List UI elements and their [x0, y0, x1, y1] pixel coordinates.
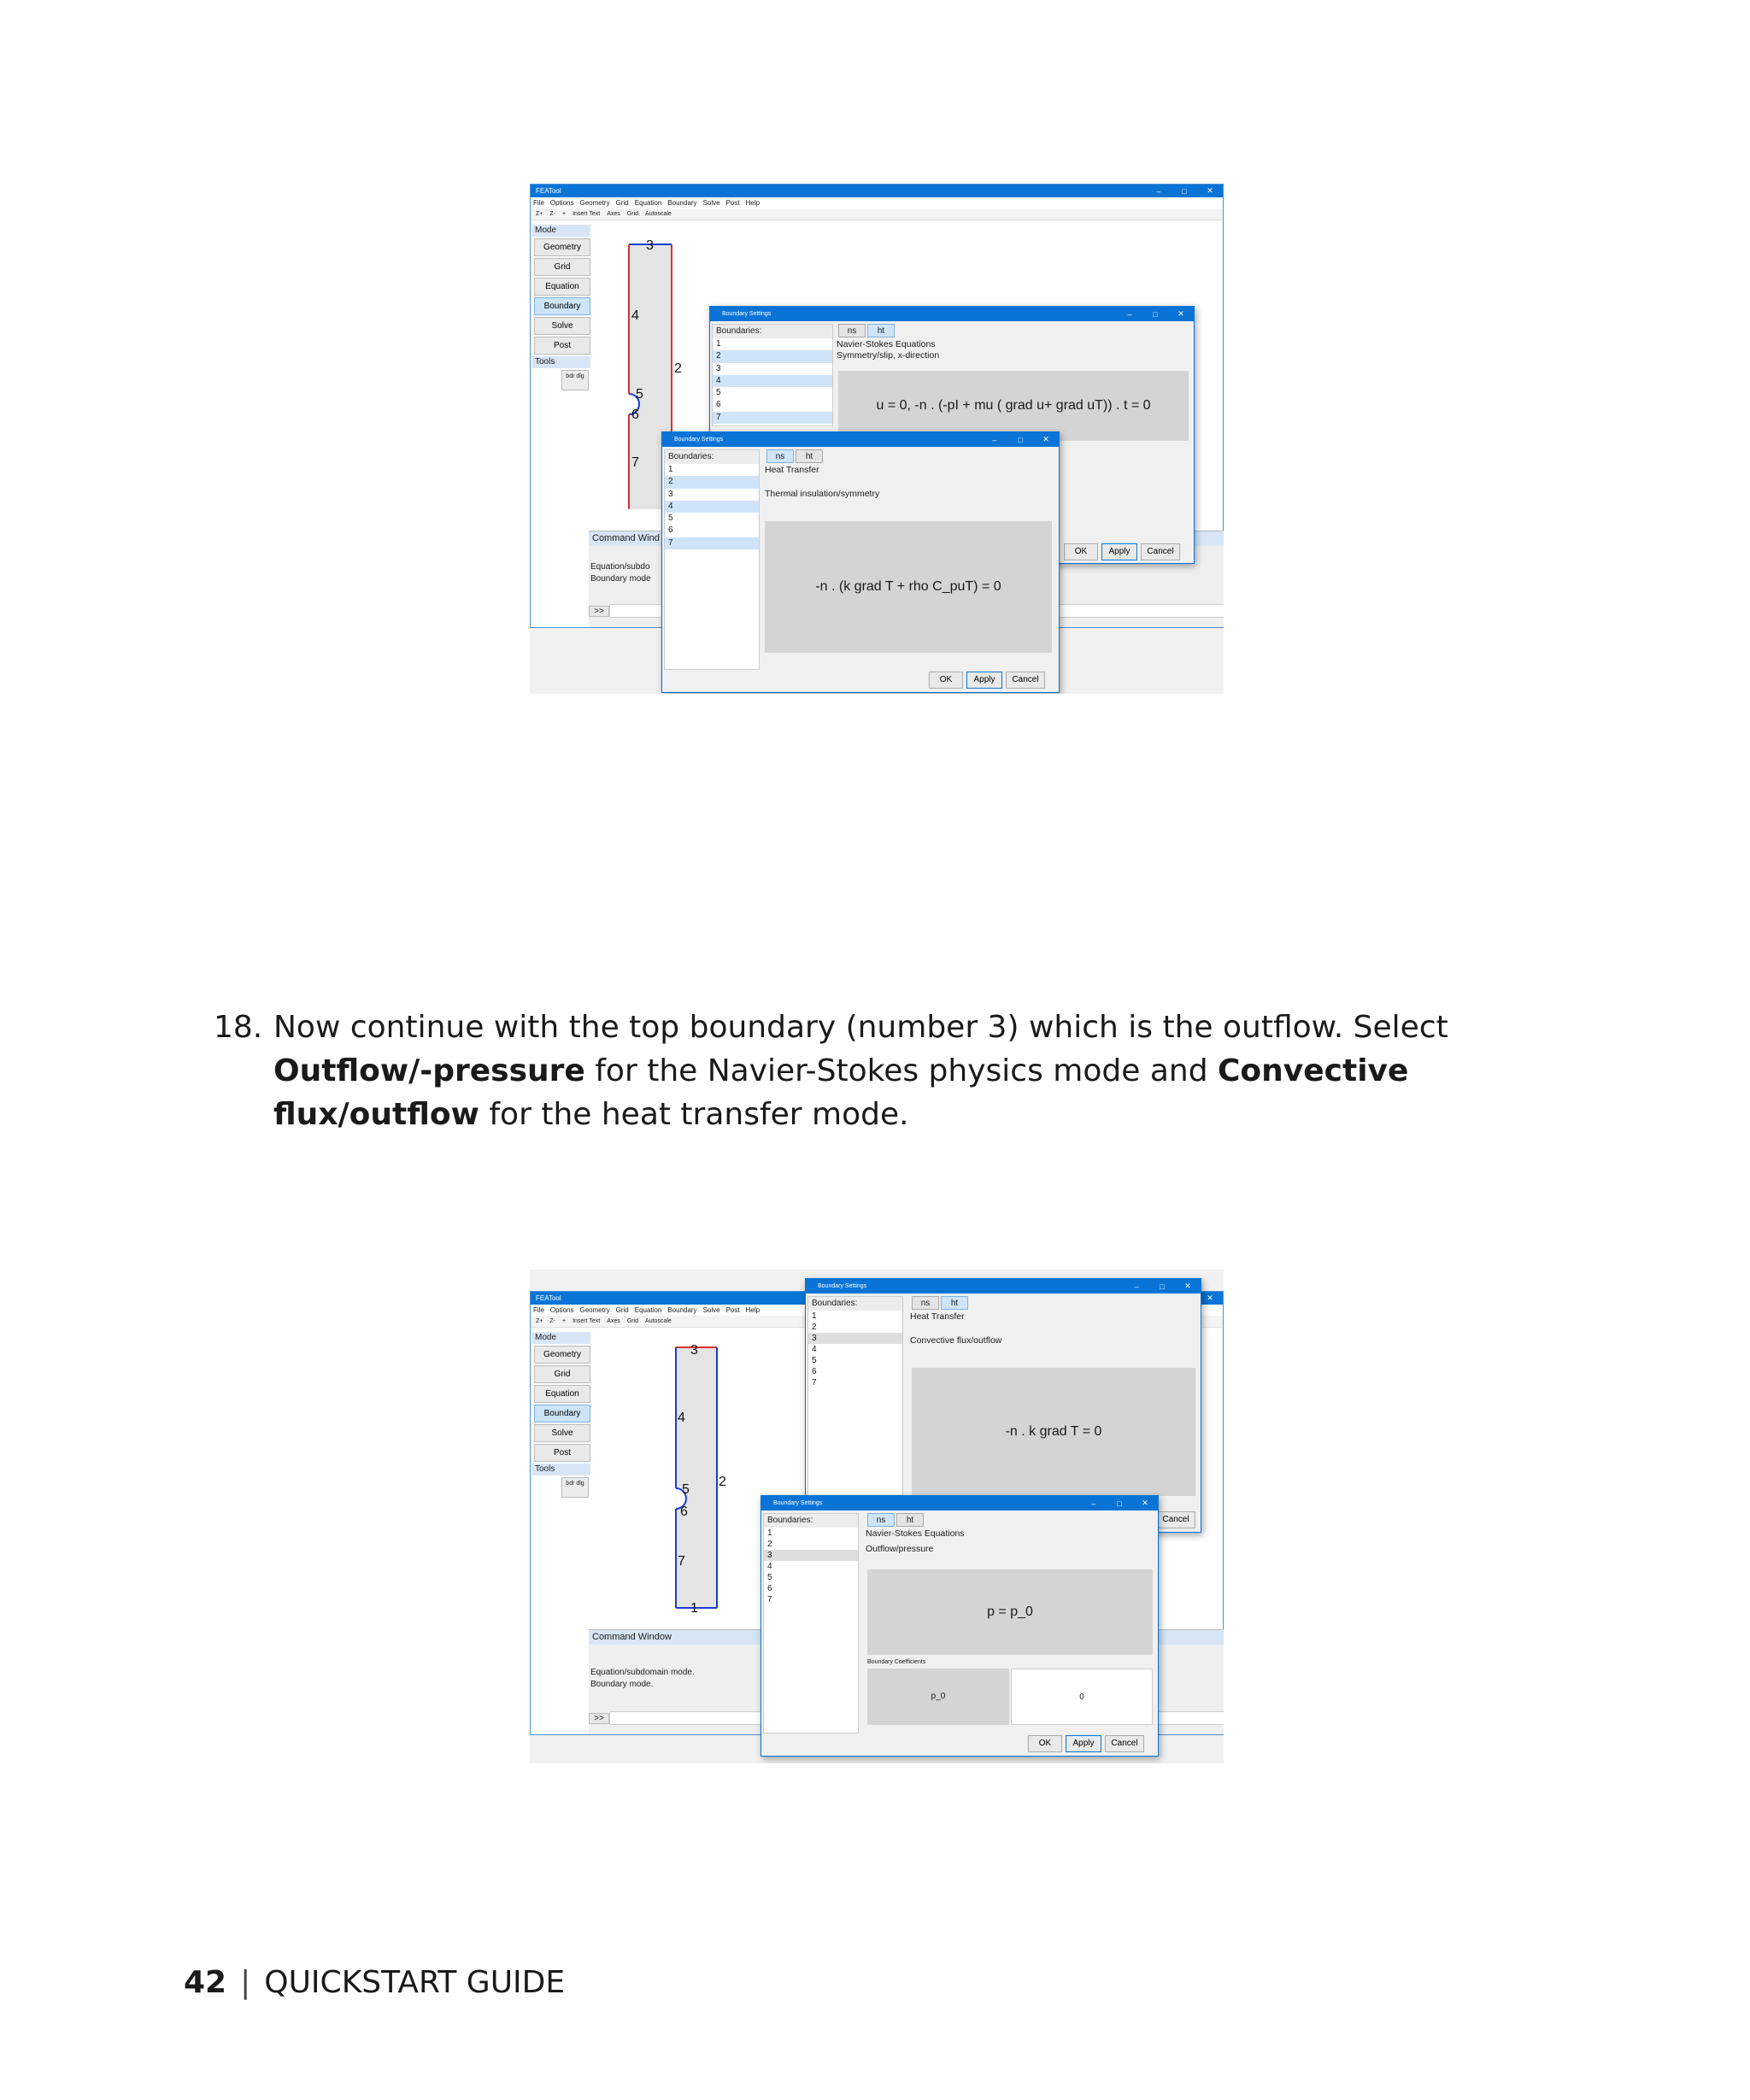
maximize-icon[interactable]: □ — [1182, 186, 1187, 196]
step-bold-outflow-pressure: Outflow/-pressure — [273, 1053, 585, 1088]
boundary-dialog-button[interactable]: bdr dlg — [561, 370, 589, 390]
tab-ns[interactable]: ns — [867, 1513, 895, 1527]
boundary-label-1: 1 — [690, 1601, 698, 1616]
page-footer — [184, 1962, 565, 2004]
boundary-item-1[interactable]: 1 — [812, 1311, 817, 1321]
physics-tabs — [766, 449, 823, 463]
grid-toggle-button[interactable]: Grid — [626, 211, 639, 217]
menu-post[interactable]: Post — [725, 1306, 740, 1314]
dialog-titlebar — [662, 432, 1059, 447]
insert-text-button[interactable]: Insert Text — [573, 211, 601, 217]
minimize-icon[interactable]: – — [1127, 309, 1132, 319]
zoom-out-button[interactable]: Z- — [549, 211, 555, 217]
boundaries-label: Boundaries: — [713, 325, 832, 338]
boundary-item-6[interactable]: 6 — [812, 1367, 817, 1376]
menu-boundary[interactable]: Boundary — [667, 199, 697, 207]
boundary-item-2[interactable]: 2 — [812, 1323, 817, 1332]
mode-post-button[interactable]: Post — [534, 337, 590, 355]
menu-solve[interactable]: Solve — [702, 1306, 720, 1314]
dialog-buttons — [1028, 1735, 1144, 1752]
boundary-item-1[interactable]: 1 — [767, 1528, 772, 1538]
window-title: FEATool — [536, 1294, 561, 1302]
physics-mode-name: Navier-Stokes Equations — [866, 1528, 965, 1539]
tab-ns[interactable]: ns — [912, 1296, 939, 1310]
command-window-title: Command Wind — [589, 531, 1224, 546]
mode-grid-button[interactable]: Grid — [534, 258, 590, 276]
menu-post[interactable]: Post — [725, 199, 740, 207]
boundary-item-6[interactable]: 6 — [767, 1584, 772, 1593]
step-number: 18. — [214, 1010, 263, 1045]
menu-equation[interactable]: Equation — [634, 199, 662, 207]
coefficient-name: p_0 — [867, 1669, 1009, 1725]
minimize-icon[interactable]: – — [1156, 186, 1161, 196]
command-output-line: Equation/subdomain mode. — [590, 1668, 695, 1677]
boundary-item-3[interactable]: 3 — [808, 1333, 902, 1344]
boundary-item-5[interactable]: 5 — [812, 1356, 817, 1365]
boundary-dialog-button[interactable]: bdr dlg — [561, 1477, 589, 1498]
physics-tabs — [912, 1296, 968, 1310]
axes-button[interactable]: Axes — [607, 1318, 620, 1324]
dialog-buttons — [1064, 543, 1180, 560]
apply-button[interactable]: Apply — [1066, 1735, 1101, 1752]
apply-button[interactable]: Apply — [966, 672, 1002, 689]
autoscale-button[interactable]: Autoscale — [645, 211, 672, 217]
boundary-item-4[interactable]: 4 — [713, 375, 832, 387]
dialog-title: Boundary Settings — [722, 311, 772, 317]
mode-boundary-button[interactable]: Boundary — [534, 297, 590, 315]
boundary-item-3[interactable]: 3 — [716, 363, 721, 373]
tools-label: Tools — [532, 356, 590, 368]
boundary-item-3[interactable]: 3 — [668, 489, 673, 499]
menu-options[interactable]: Options — [549, 1306, 574, 1314]
mode-panel — [532, 225, 590, 390]
boundary-coefficients-title: Boundary Coefficients — [867, 1659, 926, 1665]
main-titlebar — [531, 185, 1223, 197]
step-bold-convective-flux: Convective flux/outflow — [273, 1053, 1409, 1132]
physics-tabs — [838, 324, 895, 337]
boundaries-label: Boundaries: — [764, 1514, 858, 1528]
boundary-equation: -n . k grad T = 0 — [912, 1368, 1195, 1496]
dialog-title: Boundary Settings — [773, 1500, 823, 1506]
boundary-list — [664, 449, 760, 670]
mode-label: Mode — [532, 1332, 590, 1344]
menu-options[interactable]: Options — [549, 199, 574, 207]
cancel-button[interactable]: Cancel — [1006, 672, 1045, 689]
command-output-line: Boundary mode. — [590, 1680, 654, 1689]
step-text-part: for the Navier-Stokes physics mode and — [584, 1053, 1218, 1088]
pan-button[interactable]: + — [561, 211, 567, 217]
boundary-condition-select[interactable]: Thermal insulation/symmetry — [765, 489, 880, 499]
boundary-item-4[interactable]: 4 — [767, 1562, 772, 1571]
boundary-item-5[interactable]: 5 — [716, 388, 721, 398]
window-title: FEATool — [536, 187, 561, 195]
tab-ht[interactable]: ht — [867, 324, 895, 337]
boundaries-label: Boundaries: — [808, 1297, 902, 1311]
close-icon[interactable]: ✕ — [1042, 435, 1049, 443]
mode-label: Mode — [532, 225, 590, 237]
boundary-item-3[interactable]: 3 — [764, 1550, 858, 1561]
menu-help[interactable]: Help — [745, 1306, 760, 1314]
cancel-button[interactable]: Cancel — [1156, 1511, 1195, 1528]
boundary-label-2: 2 — [719, 1475, 726, 1489]
dialog-titlebar — [806, 1279, 1201, 1293]
maximize-icon[interactable]: □ — [1018, 435, 1023, 444]
mode-post-button[interactable]: Post — [534, 1444, 590, 1462]
command-window-title: Command Window — [589, 1630, 1224, 1645]
footer-title: QUICKSTART GUIDE — [264, 1965, 566, 2000]
tab-ht[interactable]: ht — [796, 449, 823, 463]
command-output-line: Boundary mode — [590, 574, 651, 584]
menu-grid[interactable]: Grid — [615, 199, 629, 207]
footer-separator: | — [240, 1965, 251, 2000]
command-prompt: >> — [589, 606, 609, 617]
boundaries-label: Boundaries: — [665, 450, 759, 464]
boundary-label-7: 7 — [631, 455, 639, 470]
cancel-button[interactable]: Cancel — [1105, 1735, 1144, 1752]
close-icon[interactable]: ✕ — [1207, 186, 1213, 195]
minimize-icon[interactable]: – — [992, 435, 997, 444]
mode-boundary-button[interactable]: Boundary — [534, 1405, 590, 1422]
zoom-in-button[interactable]: Z+ — [536, 211, 543, 217]
boundary-item-2[interactable]: 2 — [767, 1540, 772, 1549]
menu-geometry[interactable]: Geometry — [579, 199, 610, 207]
menu-geometry[interactable]: Geometry — [579, 1306, 610, 1314]
zoom-in-button[interactable]: Z+ — [536, 1318, 543, 1324]
dialog-buttons — [1156, 1511, 1195, 1528]
boundary-item-7[interactable]: 7 — [665, 537, 759, 549]
zoom-out-button[interactable]: Z- — [549, 1318, 555, 1324]
minimize-icon[interactable]: – — [1134, 1282, 1139, 1291]
coefficient-value-input[interactable]: 0 — [1011, 1669, 1153, 1725]
menu-grid[interactable]: Grid — [615, 1306, 629, 1314]
boundary-equation: p = p_0 — [867, 1569, 1153, 1655]
grid-toggle-button[interactable]: Grid — [626, 1318, 639, 1324]
command-output-line: Equation/subdo — [590, 562, 650, 572]
boundary-condition-select[interactable]: Convective flux/outflow — [910, 1335, 1002, 1346]
geometry-plot — [667, 1339, 753, 1621]
boundary-item-7[interactable]: 7 — [812, 1378, 817, 1387]
pan-button[interactable]: + — [561, 1318, 567, 1324]
geometry-canvas[interactable] — [667, 1339, 753, 1625]
menu-equation[interactable]: Equation — [634, 1306, 662, 1314]
dialog-title: Boundary Settings — [674, 437, 724, 443]
screenshot-1 — [530, 184, 1224, 694]
physics-mode-name: Heat Transfer — [765, 465, 819, 475]
tools-label: Tools — [532, 1464, 590, 1475]
menubar — [531, 197, 1223, 208]
boundary-equation: u = 0, -n . (-pI + mu ( grad u+ grad uT)) . t = 0 — [838, 371, 1189, 441]
boundary-item-5[interactable]: 5 — [767, 1573, 772, 1582]
physics-mode-name: Heat Transfer — [910, 1311, 965, 1322]
menu-help[interactable]: Help — [745, 199, 760, 207]
boundary-label-3: 3 — [690, 1343, 698, 1358]
boundary-label-6: 6 — [680, 1505, 688, 1519]
boundary-item-4[interactable]: 4 — [665, 501, 759, 513]
boundary-condition-select[interactable]: Outflow/pressure — [866, 1544, 934, 1554]
dialog-title: Boundary Settings — [818, 1283, 867, 1289]
boundary-item-4[interactable]: 4 — [812, 1345, 817, 1354]
maximize-icon[interactable]: □ — [1153, 309, 1158, 319]
close-icon[interactable]: ✕ — [1184, 1282, 1191, 1290]
boundary-label-6: 6 — [631, 408, 639, 422]
apply-button[interactable]: Apply — [1101, 543, 1137, 560]
mode-solve-button[interactable]: Solve — [534, 1424, 590, 1442]
dialog-buttons — [929, 672, 1045, 689]
tab-ht[interactable]: ht — [941, 1296, 968, 1310]
menu-solve[interactable]: Solve — [702, 199, 720, 207]
boundary-settings-dialog-ns — [760, 1495, 1159, 1757]
ok-button[interactable]: OK — [1064, 543, 1098, 560]
step-text — [273, 1006, 1581, 1136]
boundary-item-6[interactable]: 6 — [668, 525, 673, 536]
boundary-label-5: 5 — [636, 387, 643, 402]
ok-button[interactable]: OK — [929, 672, 963, 689]
tab-ns[interactable]: ns — [766, 449, 794, 463]
boundary-settings-dialog-ht — [661, 431, 1060, 693]
maximize-icon[interactable]: □ — [1160, 1282, 1165, 1291]
mode-geometry-button[interactable]: Geometry — [534, 238, 590, 256]
boundary-item-1[interactable]: 1 — [716, 339, 721, 349]
mode-grid-button[interactable]: Grid — [534, 1365, 590, 1383]
boundary-item-2[interactable]: 2 — [713, 350, 832, 362]
boundary-label-3: 3 — [646, 238, 654, 253]
mode-panel — [532, 1332, 590, 1498]
insert-text-button[interactable]: Insert Text — [573, 1318, 601, 1324]
close-icon[interactable]: ✕ — [1142, 1499, 1148, 1507]
screenshot-2 — [530, 1270, 1224, 1763]
boundary-item-1[interactable]: 1 — [668, 465, 673, 474]
boundary-item-7[interactable]: 7 — [767, 1595, 772, 1604]
close-icon[interactable]: ✕ — [1207, 1293, 1213, 1302]
toolbar — [531, 208, 1223, 220]
menu-file[interactable]: File — [533, 199, 544, 207]
boundary-label-4: 4 — [631, 308, 639, 323]
boundary-label-7: 7 — [678, 1554, 685, 1569]
page-number: 42 — [184, 1965, 227, 2000]
boundary-label-2: 2 — [674, 361, 682, 376]
cancel-button[interactable]: Cancel — [1141, 543, 1180, 560]
boundary-condition-select[interactable]: Symmetry/slip, x-direction — [837, 350, 940, 361]
mode-solve-button[interactable]: Solve — [534, 317, 590, 335]
axes-button[interactable]: Axes — [607, 211, 620, 217]
close-icon[interactable]: ✕ — [1177, 309, 1184, 318]
minimize-icon[interactable]: – — [1091, 1499, 1096, 1508]
maximize-icon[interactable]: □ — [1117, 1499, 1122, 1508]
boundary-item-5[interactable]: 5 — [668, 513, 673, 524]
command-prompt: >> — [589, 1713, 609, 1724]
tab-ht[interactable]: ht — [896, 1513, 924, 1527]
boundary-label-4: 4 — [678, 1411, 685, 1425]
boundary-item-2[interactable]: 2 — [665, 476, 759, 488]
ok-button[interactable]: OK — [1028, 1735, 1062, 1752]
dialog-titlebar — [710, 307, 1194, 321]
boundary-item-6[interactable]: 6 — [716, 400, 721, 410]
menu-file[interactable]: File — [533, 1306, 544, 1314]
autoscale-button[interactable]: Autoscale — [645, 1318, 672, 1324]
boundary-list — [712, 324, 833, 426]
mode-equation-button[interactable]: Equation — [534, 278, 590, 296]
mode-equation-button[interactable]: Equation — [534, 1385, 590, 1403]
boundary-equation: -n . (k grad T + rho C_puT) = 0 — [765, 521, 1052, 653]
boundary-item-7[interactable]: 7 — [713, 412, 832, 424]
mode-geometry-button[interactable]: Geometry — [534, 1346, 590, 1364]
physics-mode-name: Navier-Stokes Equations — [837, 339, 936, 349]
menu-boundary[interactable]: Boundary — [667, 1306, 697, 1314]
boundary-list — [763, 1513, 859, 1733]
boundary-label-5: 5 — [682, 1482, 690, 1497]
step-text-part: for the heat transfer mode. — [479, 1097, 909, 1132]
dialog-titlebar — [761, 1496, 1158, 1510]
tab-ns[interactable]: ns — [838, 324, 866, 337]
step-text-part: Now continue with the top boundary (number 3) which is the outflow. Select — [273, 1010, 1448, 1045]
physics-tabs — [867, 1513, 924, 1527]
